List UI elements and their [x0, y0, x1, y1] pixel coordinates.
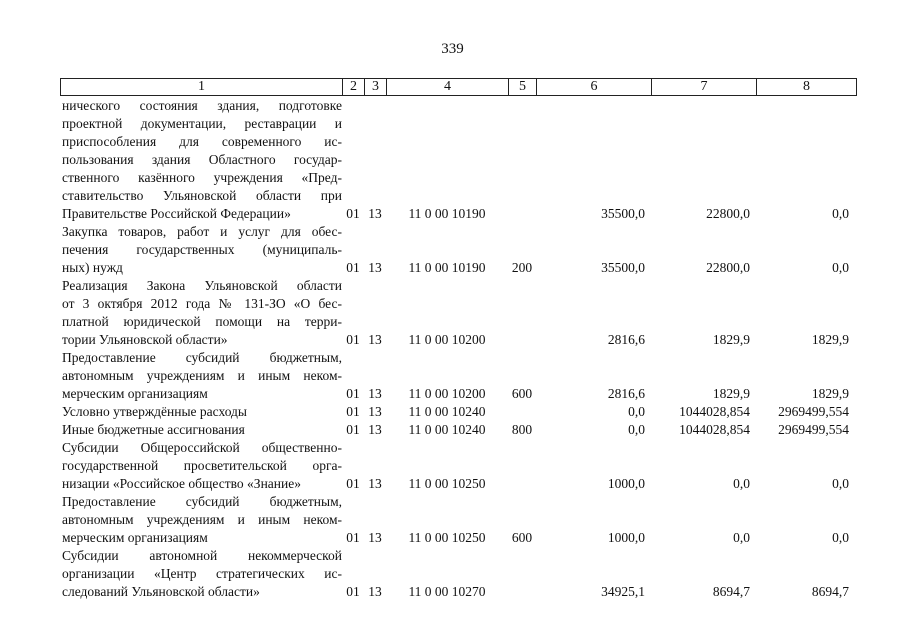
table-row [60, 421, 855, 439]
target-article-code: 11 0 00 10240 [408, 422, 486, 437]
description-line: проектной документации, реставрации и [62, 116, 342, 131]
section-code: 01 [346, 530, 360, 545]
amount-col-6: 0,0 [628, 404, 645, 419]
amount-col-8: 1829,9 [811, 332, 849, 347]
description-line: Правительстве Российской Федерации» [62, 206, 291, 221]
table-row [60, 403, 855, 421]
amount-col-8: 1829,9 [811, 386, 849, 401]
amount-col-7: 22800,0 [706, 206, 750, 221]
header-col-5: 5 [509, 79, 537, 95]
description-line: низации «Российское общество «Знание» [62, 476, 301, 491]
amount-col-8: 8694,7 [811, 584, 849, 599]
amount-col-8: 0,0 [832, 260, 849, 275]
subsection-code: 13 [368, 530, 382, 545]
row-description [60, 277, 342, 349]
table-header [60, 78, 857, 96]
row-description [60, 403, 342, 421]
amount-col-7: 1829,9 [712, 386, 750, 401]
table-row [60, 349, 855, 403]
amount-col-8: 0,0 [832, 206, 849, 221]
description-line: организации «Центр стратегических ис- [62, 566, 342, 581]
page-number: 339 [441, 41, 464, 57]
section-code: 01 [346, 584, 360, 599]
description-line: Условно утверждённые расходы [62, 404, 247, 419]
amount-col-6: 1000,0 [607, 530, 645, 545]
row-description [60, 97, 342, 223]
header-col-8: 8 [803, 79, 810, 94]
row-description [60, 547, 342, 601]
header-col-2: 2 [343, 79, 365, 95]
description-line: Субсидии автономной некоммерческой [62, 548, 342, 563]
amount-col-7: 1044028,854 [679, 404, 750, 419]
description-line: пользования здания Областного государ- [62, 152, 342, 167]
table-row [60, 97, 855, 223]
table-row [60, 277, 855, 349]
section-code: 01 [346, 476, 360, 491]
subsection-code: 13 [368, 260, 382, 275]
amount-col-8: 2969499,554 [778, 422, 849, 437]
description-line: Предоставление субсидий бюджетным, [62, 350, 342, 365]
expense-type-code: 600 [511, 530, 533, 545]
description-line: автономным учреждениям и иным неком- [62, 368, 342, 383]
amount-col-6: 0,0 [628, 422, 645, 437]
amount-col-8: 0,0 [832, 530, 849, 545]
section-code: 01 [346, 332, 360, 347]
description-line: ственного казённого учреждения «Пред- [62, 170, 342, 185]
description-line: приспособления для современного ис- [62, 134, 342, 149]
subsection-code: 13 [368, 206, 382, 221]
amount-col-8: 2969499,554 [778, 404, 849, 419]
description-line: Субсидии Общероссийской общественно- [62, 440, 342, 455]
description-line: ставительство Ульяновской области при [62, 188, 342, 203]
header-col-6: 6 [537, 79, 652, 95]
description-line: Реализация Закона Ульяновской области [62, 278, 342, 293]
subsection-code: 13 [368, 422, 382, 437]
table-row [60, 493, 855, 547]
expense-type-code: 600 [511, 386, 533, 401]
amount-col-8: 0,0 [832, 476, 849, 491]
target-article-code: 11 0 00 10200 [408, 332, 486, 347]
description-line: печения государственных (муниципаль- [62, 242, 342, 257]
row-description [60, 223, 342, 277]
amount-col-6: 35500,0 [601, 206, 645, 221]
subsection-code: 13 [368, 386, 382, 401]
amount-col-7: 22800,0 [706, 260, 750, 275]
target-article-code: 11 0 00 10250 [408, 476, 486, 491]
table-row [60, 223, 855, 277]
description-line: Иные бюджетные ассигнования [62, 422, 245, 437]
description-line: тории Ульяновской области» [62, 332, 228, 347]
description-line: автономным учреждениям и иным неком- [62, 512, 342, 527]
target-article-code: 11 0 00 10200 [408, 386, 486, 401]
target-article-code: 11 0 00 10250 [408, 530, 486, 545]
description-line: нического состояния здания, подготовке [62, 98, 342, 113]
description-line: Предоставление субсидий бюджетным, [62, 494, 342, 509]
subsection-code: 13 [368, 332, 382, 347]
description-line: ных) нужд [62, 260, 123, 275]
amount-col-7: 1829,9 [712, 332, 750, 347]
subsection-code: 13 [368, 476, 382, 491]
description-line: мерческим организациям [62, 530, 208, 545]
target-article-code: 11 0 00 10190 [408, 206, 486, 221]
expense-type-code: 800 [511, 422, 533, 437]
row-description [60, 493, 342, 547]
table-row [60, 439, 855, 493]
amount-col-6: 35500,0 [601, 260, 645, 275]
header-col-7: 7 [652, 79, 757, 95]
table-body [60, 97, 855, 601]
row-description [60, 349, 342, 403]
target-article-code: 11 0 00 10270 [408, 584, 486, 599]
description-line: государственной просветительской орга- [62, 458, 342, 473]
amount-col-6: 34925,1 [601, 584, 645, 599]
header-col-3: 3 [365, 79, 387, 95]
section-code: 01 [346, 386, 360, 401]
amount-col-6: 2816,6 [607, 386, 645, 401]
target-article-code: 11 0 00 10190 [408, 260, 486, 275]
row-description [60, 421, 342, 439]
section-code: 01 [346, 404, 360, 419]
amount-col-7: 8694,7 [712, 584, 750, 599]
amount-col-6: 1000,0 [607, 476, 645, 491]
subsection-code: 13 [368, 404, 382, 419]
description-line: платной юридической помощи на терри- [62, 314, 342, 329]
target-article-code: 11 0 00 10240 [408, 404, 486, 419]
description-line: от 3 октября 2012 года № 131-ЗО «О бес- [62, 296, 342, 311]
section-code: 01 [346, 206, 360, 221]
description-line: мерческим организациям [62, 386, 208, 401]
header-col-4: 4 [387, 79, 509, 95]
header-col-1: 1 [61, 79, 343, 95]
section-code: 01 [346, 422, 360, 437]
table-row [60, 547, 855, 601]
description-line: Закупка товаров, работ и услуг для обес- [62, 224, 342, 239]
row-description [60, 439, 342, 493]
section-code: 01 [346, 260, 360, 275]
amount-col-7: 0,0 [733, 476, 750, 491]
amount-col-7: 0,0 [733, 530, 750, 545]
description-line: следований Ульяновской области» [62, 584, 260, 599]
subsection-code: 13 [368, 584, 382, 599]
amount-col-7: 1044028,854 [679, 422, 750, 437]
expense-type-code: 200 [511, 260, 533, 275]
amount-col-6: 2816,6 [607, 332, 645, 347]
